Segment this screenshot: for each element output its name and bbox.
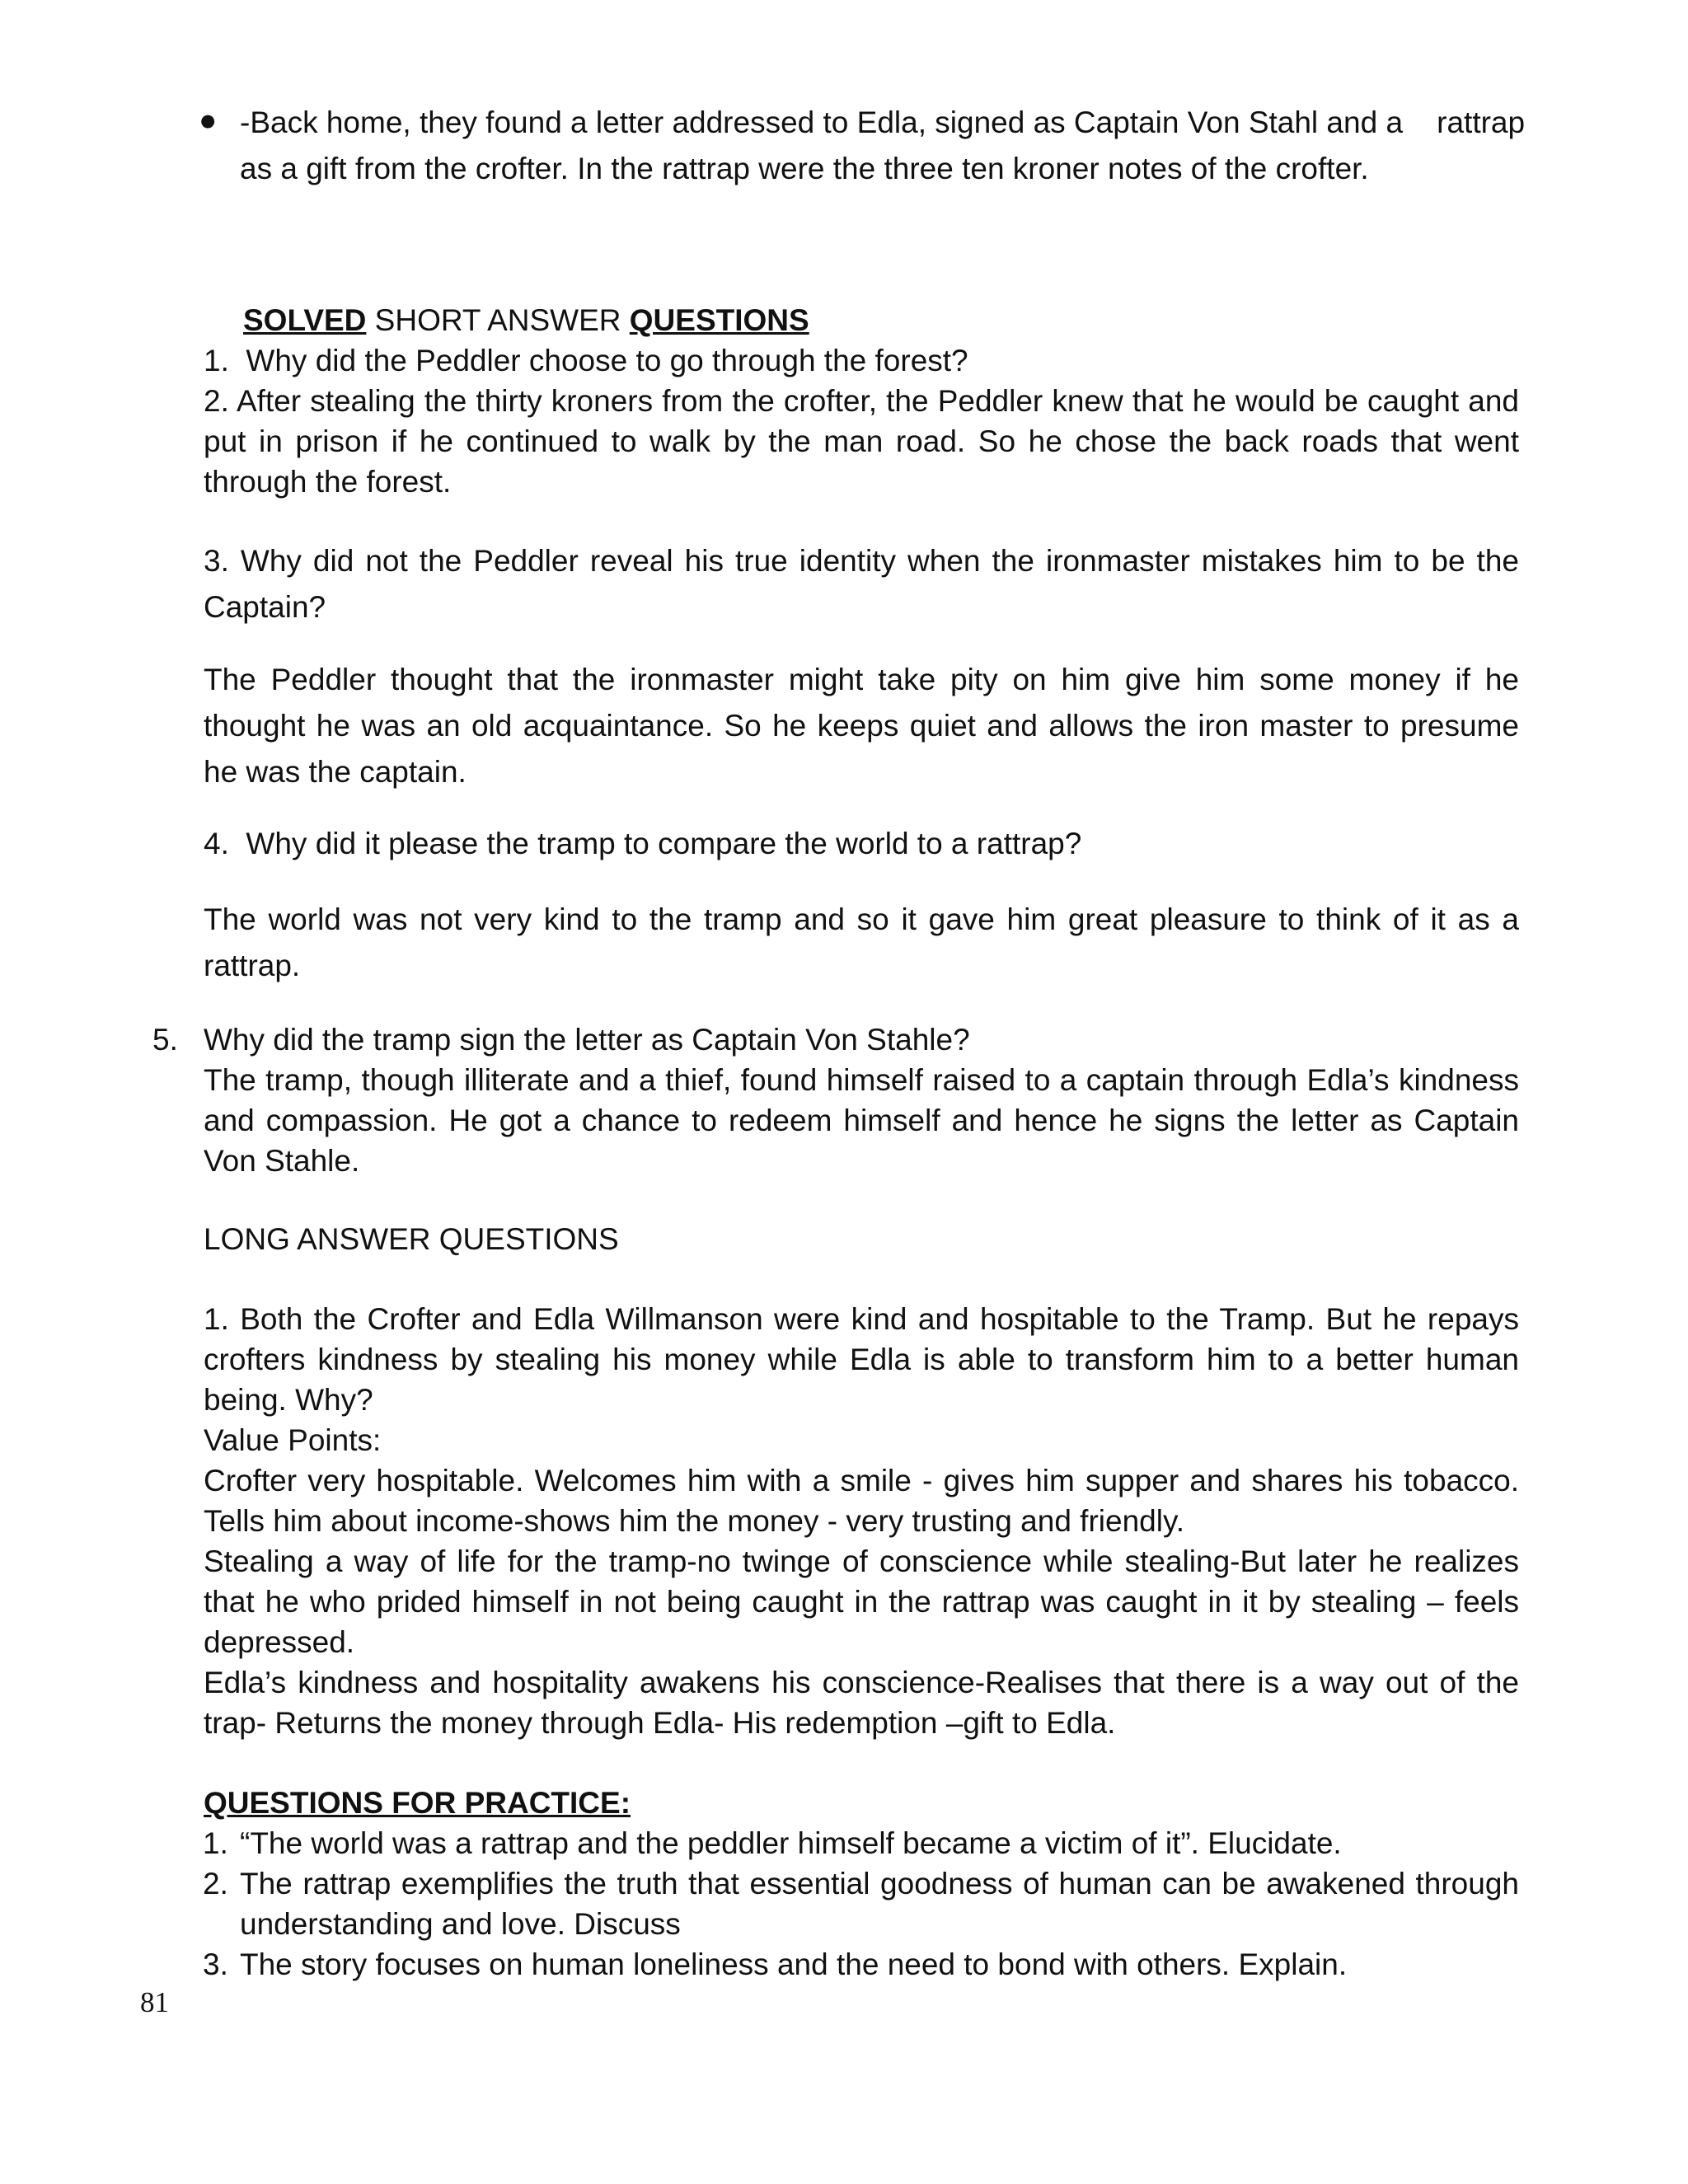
- heading-solved: SOLVED: [243, 303, 367, 337]
- long-answer-body: [204, 1299, 1519, 1743]
- value-point-1: Crofter very hospitable. Welcomes him with a smile - gives him supper and shares his tobacco. Tells him about income-shows him the money - very trusting and friendly.: [204, 1464, 1519, 1538]
- short-a4: The world was not very kind to the tramp and so it gave him great pleasure to think of it as a rattrap.: [204, 902, 1519, 982]
- intro-line-1: -Back home, they found a letter addressed to Edla, signed as Captain Von Stahl and a rattrap: [240, 105, 1526, 139]
- heading-mid: SHORT ANSWER: [366, 303, 630, 337]
- value-point-2: Stealing a way of life for the tramp-no twinge of conscience while stealing-But later he realizes that he who prided himself in not being caught in the rattrap was caught in it by stealing – feels depressed.: [204, 1544, 1519, 1659]
- practice-item: 3. The story focuses on human loneliness and the need to bond with others. Explain.: [203, 1947, 1348, 1981]
- intro-bullet-item: [199, 100, 1526, 192]
- long-answer-heading: LONG ANSWER QUESTIONS: [204, 1222, 619, 1256]
- value-point-3: Edla’s kindness and hospitality awakens his conscience-Realises that there is a way out of the trap- Returns the money through Edla- His redemption –gift to Edla.: [204, 1666, 1519, 1740]
- short-q1: 1. Why did the Peddler choose to go through the forest?: [204, 344, 968, 377]
- short-q5: 5. Why did the tramp sign the letter as Captain Von Stahle? The tramp, though illiterate and a thief, found himself raised to a captain through Edla’s kindness and compassion. He got a chance to redeem himself and hence he signs the letter as Captain Von Stahle.: [204, 1019, 1519, 1181]
- practice-list: [203, 1823, 1519, 1985]
- value-points-label: Value Points:: [204, 1423, 382, 1457]
- practice-item: 1. “The world was a rattrap and the peddler himself became a victim of it”. Elucidate.: [203, 1826, 1342, 1860]
- short-a5: The tramp, though illiterate and a thief, found himself raised to a captain through Edla’s kindness and compassion. He got a chance to redeem himself and hence he signs the letter as Captain Von Stahle.: [204, 1063, 1519, 1178]
- intro-line-2: as a gift from the crofter. In the rattrap were the three ten kroner notes of the crofter.: [240, 152, 1369, 185]
- page-number: 81: [140, 1986, 169, 2018]
- short-q3: 3. Why did not the Peddler reveal his true identity when the ironmaster mistakes him to be the Captain?: [204, 544, 1519, 624]
- short-answer-heading: [243, 300, 1479, 340]
- long-q1: 1. Both the Crofter and Edla Willmanson were kind and hospitable to the Tramp. But he repays crofters kindness by stealing his money while Edla is able to transform him to a better human being. Why?: [204, 1302, 1519, 1417]
- practice-item: 2. The rattrap exemplifies the truth that essential goodness of human can be awakened through understanding and love. Discuss: [203, 1867, 1519, 1941]
- short-a3: The Peddler thought that the ironmaster might take pity on him give him some money if he thought he was an old acquaintance. So he keeps quiet and allows the iron master to presume he was the captain.: [204, 663, 1519, 789]
- heading-questions: QUESTIONS: [629, 303, 809, 337]
- practice-heading: QUESTIONS FOR PRACTICE:: [204, 1786, 631, 1820]
- short-q4: 4. Why did it please the tramp to compare the world to a rattrap?: [204, 827, 1082, 860]
- bullet-dot-icon: ●: [199, 103, 218, 137]
- short-a1: 2. After stealing the thirty kroners from the crofter, the Peddler knew that he would be caught and put in prison if he continued to walk by the man road. So he chose the back roads that went through the forest.: [204, 384, 1519, 499]
